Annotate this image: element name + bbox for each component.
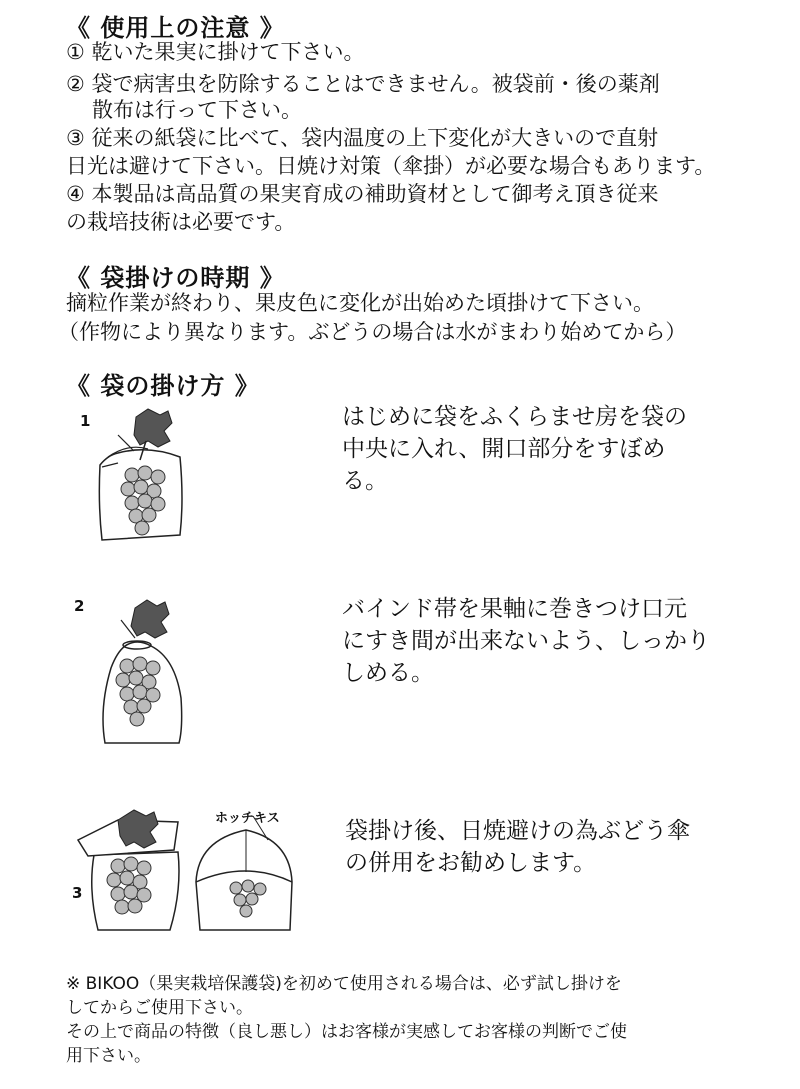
footer-line-3: その上で商品の特徴（良し悪し）はお客様が実感してお客様の判断でご使 — [66, 1022, 627, 1042]
step-1-line-3: る。 — [342, 468, 388, 494]
step-3-line-1: 袋掛け後、日焼避けの為ぶどう傘 — [345, 818, 690, 844]
step-1-line-1: はじめに袋をふくらませ房を袋の — [342, 404, 687, 430]
timing-line-2: （作物により異なります。ぶどうの場合は水がまわり始めてから） — [58, 320, 687, 344]
caution-heading: 《 使用上の注意 》 — [66, 14, 285, 42]
stapler-label: ホッチキス — [215, 811, 280, 826]
caution-line-5: 日光は避けて下さい。日焼け対策（傘掛）が必要な場合もあります。 — [66, 154, 716, 178]
step-2-number: 2 — [74, 597, 85, 615]
step-1-number: 1 — [80, 412, 91, 430]
step-3-line-2: の併用をお勧めします。 — [345, 850, 597, 876]
footer-line-4: 用下さい。 — [66, 1046, 151, 1066]
timing-heading: 《 袋掛けの時期 》 — [66, 264, 285, 292]
grape-bag-tied-illustration — [95, 598, 195, 748]
caution-line-1: ① 乾いた果実に掛けて下さい。 — [66, 40, 365, 64]
step-3-number: 3 — [72, 884, 83, 902]
step-2-line-3: しめる。 — [342, 660, 434, 686]
method-heading: 《 袋の掛け方 》 — [66, 372, 260, 400]
caution-line-6: ④ 本製品は高品質の果実育成の補助資材として御考え頂き従来 — [66, 182, 659, 206]
caution-line-3: 散布は行って下さい。 — [92, 98, 302, 122]
caution-line-4: ③ 従来の紙袋に比べて、袋内温度の上下変化が大きいので直射 — [66, 126, 659, 150]
caution-line-2: ② 袋で病害虫を防除することはできません。被袋前・後の薬剤 — [66, 72, 660, 96]
caution-line-7: の栽培技術は必要です。 — [66, 210, 296, 234]
step-1-line-2: 中央に入れ、開口部分をすぼめ — [342, 436, 666, 462]
timing-line-1: 摘粒作業が終わり、果皮色に変化が出始めた頃掛けて下さい。 — [66, 291, 654, 315]
footer-line-2: してからご使用下さい。 — [66, 998, 253, 1018]
grape-bag-illustration — [88, 405, 198, 545]
step-2-line-2: にすき間が出来ないよう、しっかり — [342, 628, 710, 654]
footer-line-1: ※ BIKOO（果実栽培保護袋)を初めて使用される場合は、必ず試し掛けを — [66, 974, 622, 994]
step-2-line-1: バインド帯を果軸に巻きつけ口元 — [342, 596, 687, 622]
grape-umbrella-illustration — [78, 800, 308, 940]
